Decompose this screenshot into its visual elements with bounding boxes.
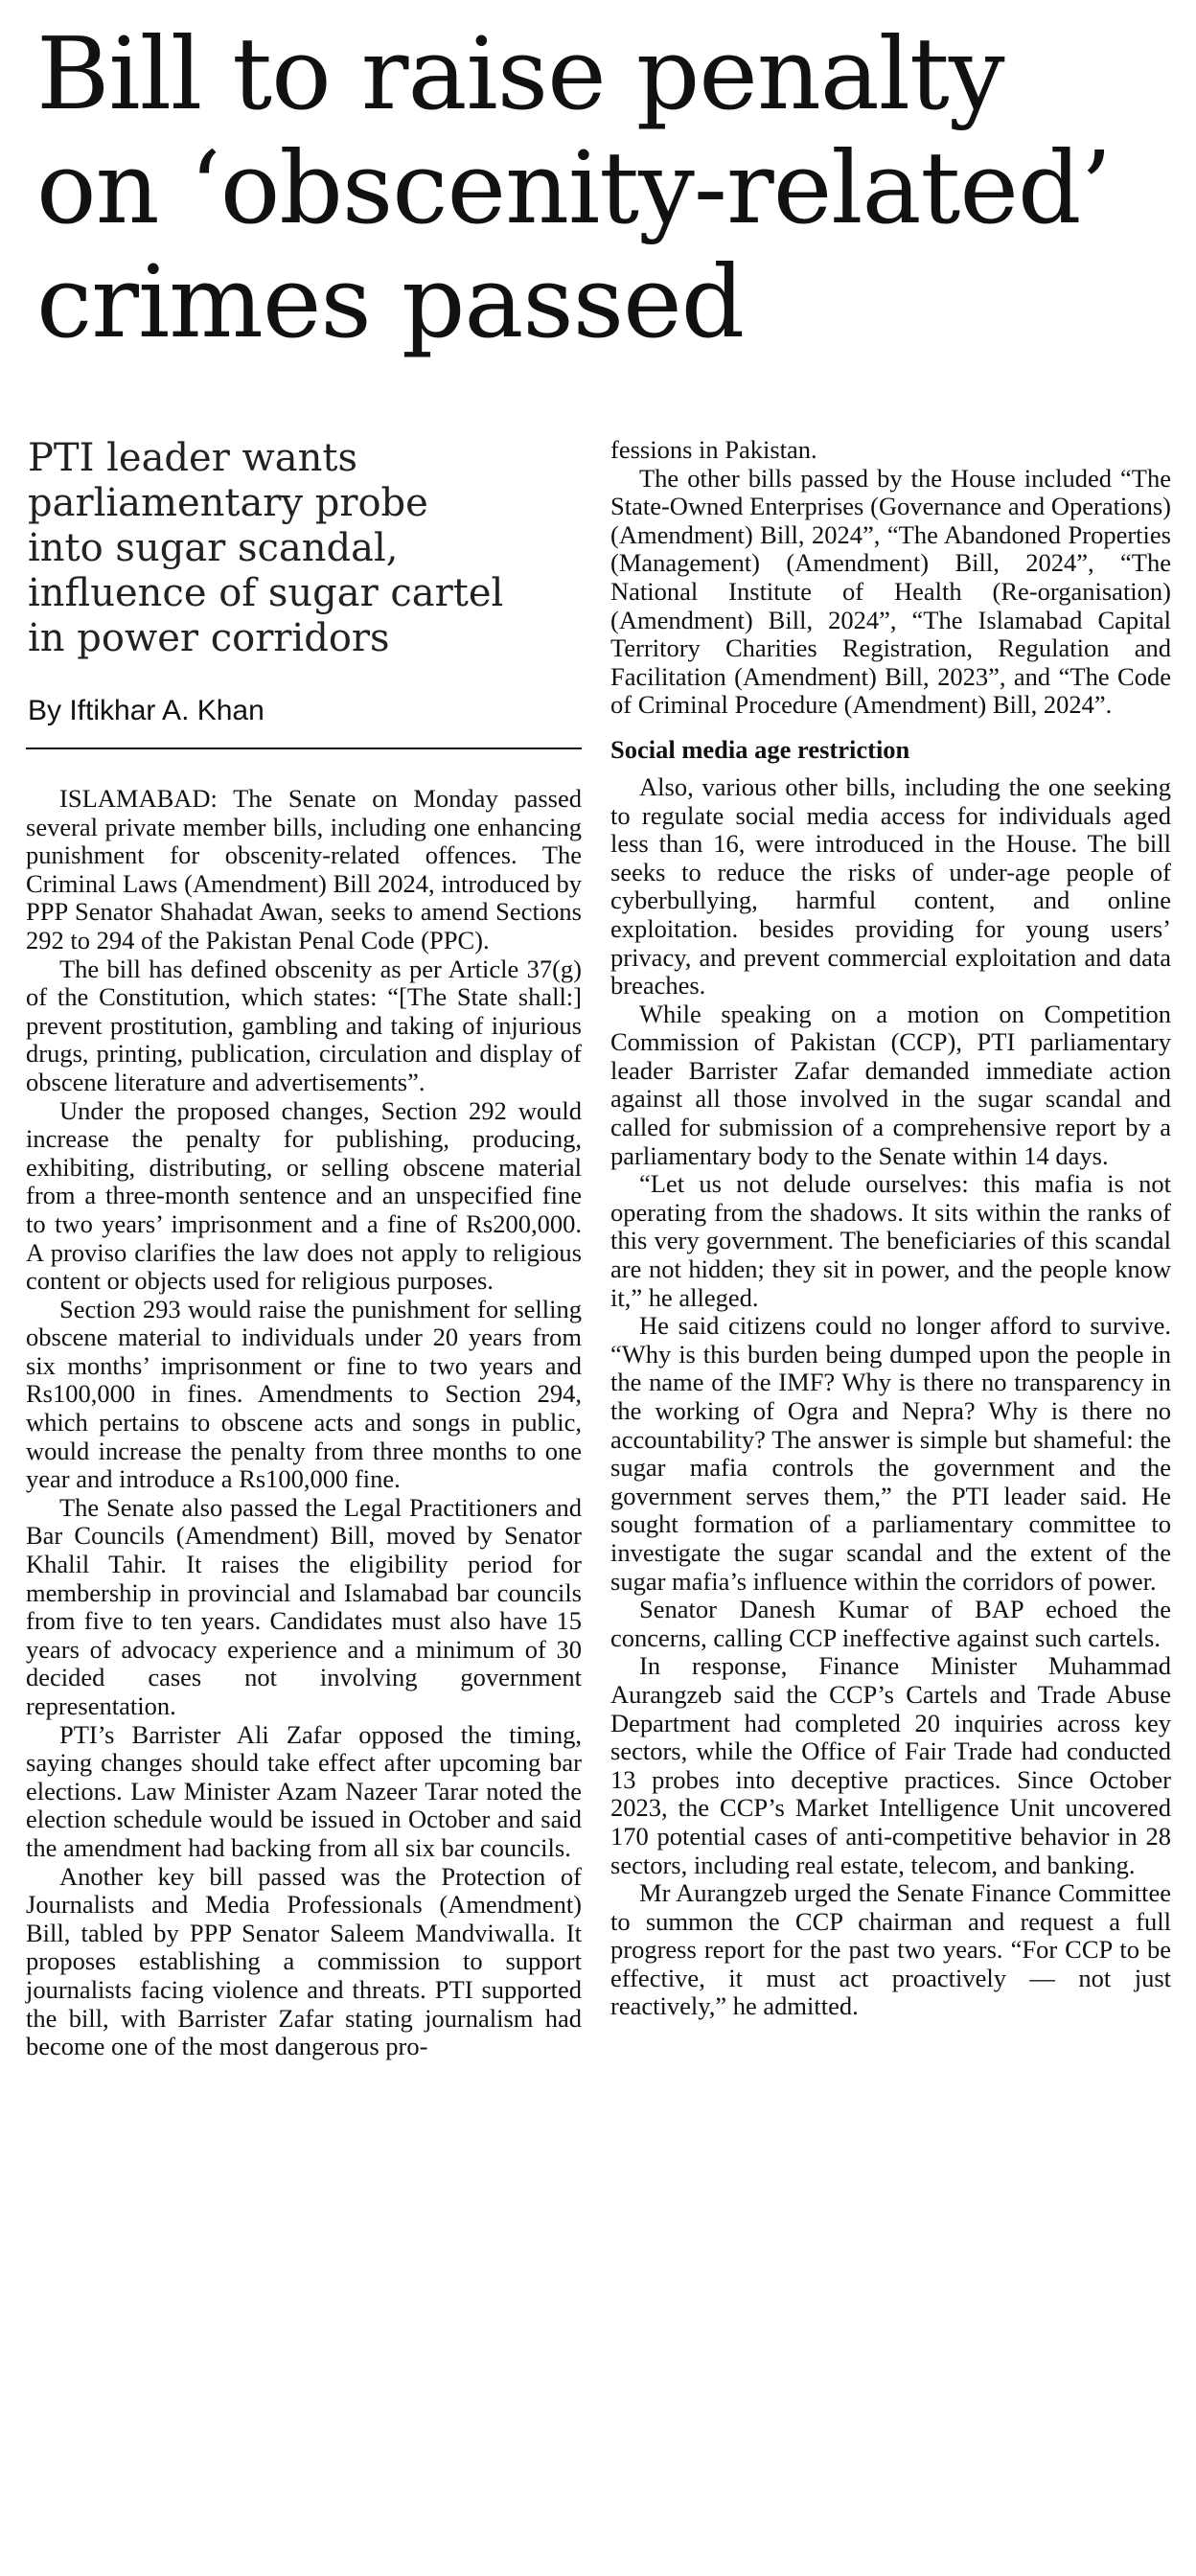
- paragraph: “Let us not delude ourselves: this mafia is not operating from the shadows. It sits within the ranks of this very government. The beneficiaries of this scandal are not hidden; they sit in power, and the people know it,” he alleged.: [610, 1169, 1171, 1312]
- paragraph: The other bills passed by the House included “The State-Owned Enterprises (Governance and Operations) (Amendment) Bill, 2024”, “The Abandoned Properties (Management) (Amendment) Bill, 2024”, “The National Institute of Health (Re-organisation) (Amendment) Bill, 2024”, “The Islamabad Capital Territory Charities Registration, Regulation and Facilitation (Amendment) Bill, 2023”, and “The Code of Criminal Procedure (Amendment) Bill, 2024”.: [610, 463, 1171, 720]
- deck-line: parliamentary probe: [28, 481, 428, 525]
- paragraph-continuation: fessions in Pakistan.: [610, 435, 817, 464]
- paragraph: Another key bill passed was the Protection of Journalists and Media Professionals (Amendment) Bill, tabled by PPP Senator Saleem Mandviwalla. It proposes establishing a commission to support journalists facing violence and threats. PTI supported the bill, with Barrister Zafar stating journalism had become one of the most dangerous pro-: [26, 1861, 582, 2061]
- right-body: [610, 436, 1171, 2021]
- paragraph: He said citizens could no longer afford to survive. “Why is this burden being dumped upon the people in the name of the IMF? Why is there no transparency in the working of Ogra and Nepra? Why is there no accountability? The answer is simple but shameful: the sugar mafia controls the government and the government serves them,” the PTI leader said. He sought formation of a parliamentary committee to investigate the sugar scandal and the extent of the sugar mafia’s influence within the corridors of power.: [610, 1311, 1171, 1596]
- deck-line: in power corridors: [28, 616, 390, 660]
- paragraph: Section 293 would raise the punishment for selling obscene material to individuals under 20 years from six months’ imprisonment or fine to two years and Rs100,000 in fines. Amendments to Section 294, which pertains to obscene acts and songs in public, would increase the penalty from three months to one year and introduce a Rs100,000 fine.: [26, 1294, 582, 1494]
- headline-line: on ‘obscenity-related’: [36, 129, 1112, 246]
- headline: [36, 17, 1172, 359]
- left-column: [26, 436, 582, 2061]
- headline-line: Bill to raise penalty: [36, 15, 1004, 132]
- paragraph: Under the proposed changes, Section 292 would increase the penalty for publishing, producing, exhibiting, distributing, or selling obscene material from a three-month sentence and an unspecified fine to two years’ imprisonment and a fine of Rs200,000. A proviso clarifies the law does not apply to religious content or objects used for religious purposes.: [26, 1095, 582, 1296]
- paragraph: While speaking on a motion on Competition Commission of Pakistan (CCP), PTI parliamentary leader Barrister Zafar demanded immediate action against all those involved in the sugar scandal and called for submission of a comprehensive report by a parliamentary body to the Senate within 14 days.: [610, 999, 1171, 1170]
- paragraph: The Senate also passed the Legal Practitioners and Bar Councils (Amendment) Bill, moved by Senator Khalil Tahir. It raises the eligibility period for membership in provincial and Islamabad bar councils from five to ten years. Candidates must also have 15 years of advocacy experience and a minimum of 30 decided cases not involving government representation.: [26, 1492, 582, 1720]
- paragraph: PTI’s Barrister Ali Zafar opposed the timing, saying changes should take effect after upcoming bar elections. Law Minister Azam Nazeer Tarar noted the election schedule would be issued in October and said the amendment had backing from all six bar councils.: [26, 1719, 582, 1862]
- paragraph: The bill has defined obscenity as per Article 37(g) of the Constitution, which states: “[The State shall:] prevent prostitution, gambling and taking of injurious drugs, printing, publication, circulation and display of obscene literature and advertisements”.: [26, 954, 582, 1096]
- deck-line: influence of sugar cartel: [28, 571, 504, 615]
- paragraph: In response, Finance Minister Muhammad Aurangzeb said the CCP’s Cartels and Trade Abuse Department had completed 20 inquiries across key sectors, while the Office of Fair Trade had conducted 13 probes into deceptive practices. Since October 2023, the CCP’s Market Intelligence Unit uncovered 170 potential cases of anti-competitive behavior in 28 sectors, including real estate, telecom, and banking.: [610, 1651, 1171, 1879]
- byline: By Iftikhar A. Khan: [26, 694, 582, 749]
- right-column: [610, 436, 1171, 2021]
- paragraph: Mr Aurangzeb urged the Senate Finance Committee to summon the CCP chairman and request a full progress report for the past two years. “For CCP to be effective, it must act proactively — not just reactively,” he admitted.: [610, 1878, 1171, 2021]
- deck-subheadline: [26, 436, 582, 661]
- deck-line: into sugar scandal,: [28, 526, 399, 570]
- section-subhead: Social media age restriction: [610, 734, 910, 764]
- paragraph: Also, various other bills, including the one seeking to regulate social media access for individuals aged less than 16, were introduced in the House. The bill seeks to reduce the risks of under-age people of cyberbullying, harmful content, and online exploitation. besides providing for young users’ privacy, and prevent commercial exploitation and data breaches.: [610, 771, 1171, 1000]
- headline-line: crimes passed: [36, 243, 745, 360]
- left-body: [26, 785, 582, 2061]
- paragraph: ISLAMABAD: The Senate on Monday passed several private member bills, including one enhancing punishment for obscenity-related offences. The Criminal Laws (Amendment) Bill 2024, introduced by PPP Senator Shahadat Awan, seeks to amend Sections 292 to 294 of the Pakistan Penal Code (PPC).: [26, 784, 582, 954]
- paragraph: Senator Danesh Kumar of BAP echoed the concerns, calling CCP ineffective against such cartels.: [610, 1595, 1171, 1652]
- deck-line: PTI leader wants: [28, 436, 357, 480]
